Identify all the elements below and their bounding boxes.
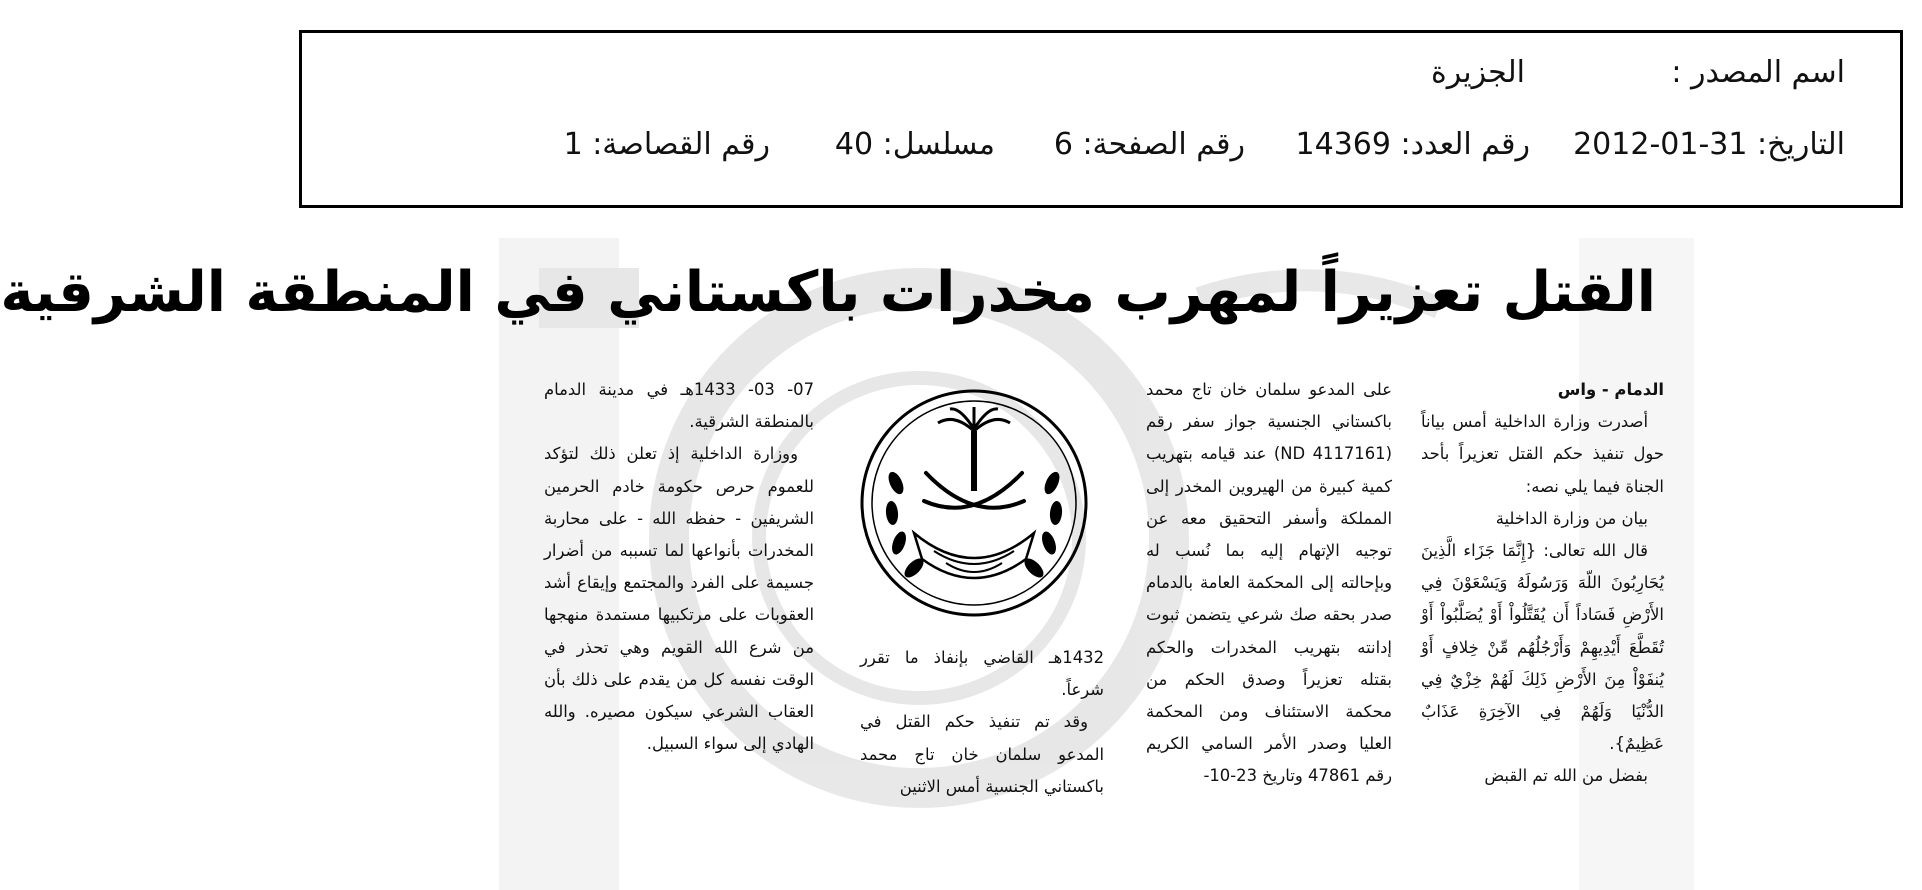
article-headline: القتل تعزيراً لمهرب مخدرات باكستاني في المنطقة الشرقية bbox=[0, 260, 1656, 325]
source-label: اسم المصدر : bbox=[1671, 55, 1845, 90]
serial-field: مسلسل: 40 bbox=[834, 127, 995, 162]
column-1-paragraph-1: أصدرت وزارة الداخلية أمس بياناً حول تنفيذ حكم القتل تعزيراً بأحد الجناة فيما يلي نصه: bbox=[1421, 412, 1664, 496]
quran-verse: قال الله تعالى: {إِنَّمَا جَزَاء الَّذِينَ يُحَارِبُونَ اللّهَ وَرَسُولَهُ وَيَسْعَوْنَ فِي الأَرْضِ فَسَاداً أَن يُقَتَّلُواْ أَوْ يُصَلَّبُواْ أَوْ تُقَطَّعَ أَيْدِيهِمْ وَأَرْجُلُهُم مِّنْ خِلافٍ أَوْ يُنفَوْاْ مِنَ الأَرْضِ ذَلِكَ لَهُمْ خِزْيٌ فِي الدُّنْيَا وَلَهُمْ فِي الآخِرَةِ عَذَابٌ عَظِيمٌ}. bbox=[1421, 541, 1664, 754]
column-1-paragraph-4: بفضل من الله تم القبض bbox=[1484, 766, 1648, 786]
page-number-field: رقم الصفحة: 6 bbox=[1053, 127, 1245, 162]
date-field: التاريخ: 31-01-2012 bbox=[1573, 127, 1845, 162]
article-column-3 bbox=[860, 642, 1104, 803]
column-2-paragraph-1: على المدعو سلمان خان تاج محمد باكستاني الجنسية جواز سفر رقم (4117161 ND) عند قيامه بتهريب كمية كبيرة من الهيروين المخدر إلى المملكة وأسفر التحقيق معه عن توجيه الإتهام إليه بما نُسب له وبإحالته إلى المحكمة العامة بالدمام صدر بحقه صك شرعي يتضمن ثبوت إدانته بتهريب المخدرات والحكم بقتله تعزيراً وصدق الحكم من محكمة الاستئناف ومن المحكمة العليا وصدر الأمر السامي الكريم رقم 47861 وتاريخ 23-10- bbox=[1146, 380, 1392, 786]
article-column-1 bbox=[1421, 374, 1664, 793]
source-value: الجزيرة bbox=[1430, 55, 1525, 90]
statement-title: بيان من وزارة الداخلية bbox=[1495, 508, 1648, 528]
article-column-2 bbox=[1146, 374, 1392, 793]
column-4-paragraph-1: 07- 03- 1433هـ في مدينة الدمام بالمنطقة الشرقية. bbox=[544, 380, 815, 432]
clipping-metadata-box bbox=[299, 30, 1903, 208]
column-4-paragraph-2: ووزارة الداخلية إذ تعلن ذلك لتؤكد للعموم حرص حكومة خادم الحرمين الشريفين - حفظه الله - على محاربة المخدرات بأنواعها لما تسببه من أضرار جسيمة على الفرد والمجتمع وإيقاع أشد العقوبات على مرتكبيها مستمدة منهجها من شرع الله القويم وهي تحذر في الوقت نفسه كل من يقدم على ذلك بأن العقاب الشرعي سيكون مصيره. والله الهادي إلى سواء السبيل. bbox=[544, 444, 814, 754]
clip-number-field: رقم القصاصة: 1 bbox=[563, 127, 770, 162]
column-3-paragraph-1: 1432هـ القاضي بإنفاذ ما تقرر شرعاً. bbox=[860, 648, 1104, 700]
column-3-paragraph-2: وقد تم تنفيذ حكم القتل في المدعو سلمان خان تاج محمد باكستاني الجنسية أمس الاثنين bbox=[860, 712, 1104, 796]
issue-number-field: رقم العدد: 14369 bbox=[1295, 127, 1530, 162]
saudi-ministry-emblem-icon bbox=[854, 373, 1094, 633]
dateline: الدمام - واس bbox=[1557, 380, 1664, 399]
article-column-4 bbox=[544, 374, 814, 760]
newspaper-clipping bbox=[0, 238, 1694, 890]
